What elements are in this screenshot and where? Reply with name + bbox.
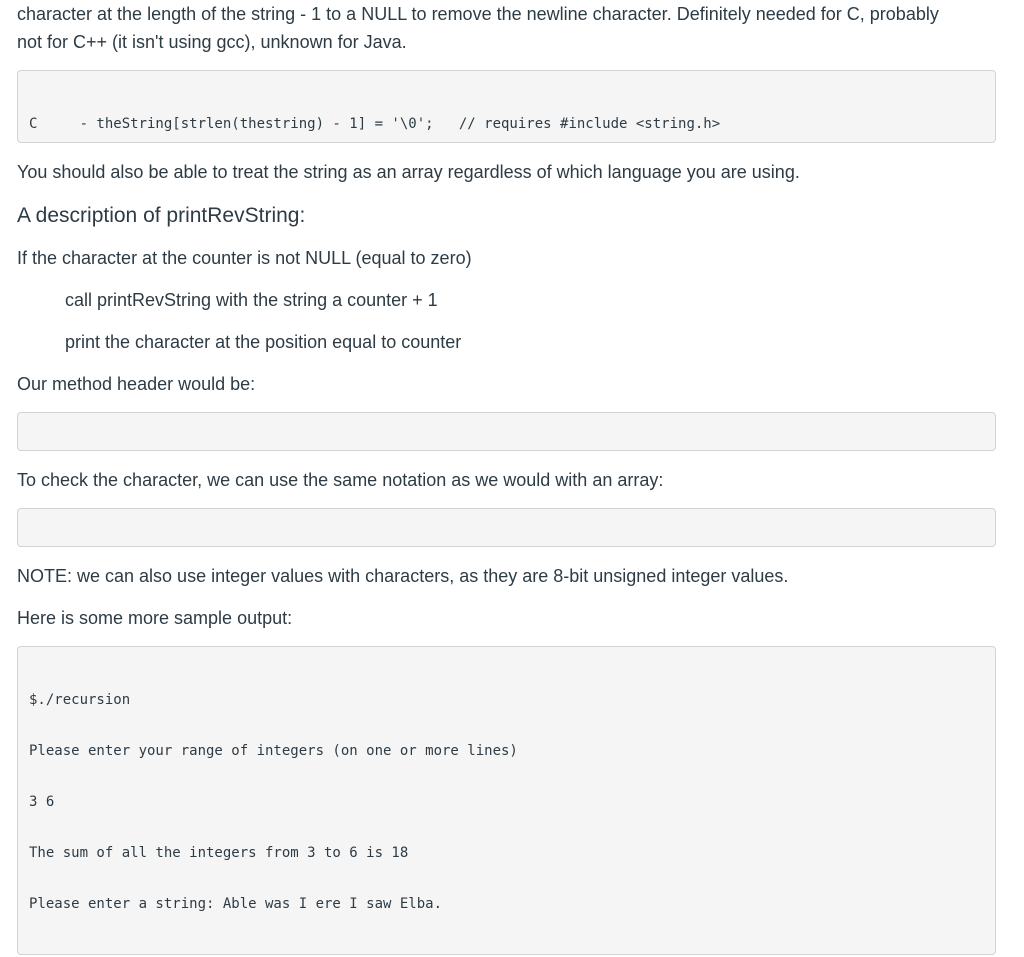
sample-intro-paragraph: Here is some more sample output:	[17, 608, 293, 628]
language-code-block	[17, 70, 996, 143]
algorithm-condition: If the character at the counter is not NULL (equal to zero)	[17, 248, 472, 268]
output-line	[29, 947, 984, 955]
note-paragraph: NOTE: we can also use integer values with characters, as they are 8-bit unsigned integer values.	[17, 566, 789, 586]
header-intro-paragraph: Our method header would be:	[17, 374, 256, 394]
intro-line-1: character at the length of the string - 1 to a NULL to remove the newline character. Definitely needed for C, probably	[17, 4, 939, 24]
output-line: 3 6	[29, 794, 55, 810]
check-code-block	[17, 508, 996, 547]
output-line: The sum of all the integers from 3 to 6 is 18	[29, 845, 409, 861]
algorithm-step-recurse: call printRevString with the string a counter + 1	[65, 290, 438, 310]
check-intro-paragraph: To check the character, we can use the same notation as we would with an array:	[17, 470, 664, 490]
sample-output-block	[17, 646, 996, 955]
code-line-c: C - theString[strlen(thestring) - 1] = '\0'; // requires #include <string.h>	[29, 116, 721, 132]
intro-line-2: not for C++ (it isn't using gcc), unknown for Java.	[17, 32, 407, 52]
algorithm-step-print: print the character at the position equal to counter	[65, 332, 462, 352]
output-line: Please enter your range of integers (on one or more lines)	[29, 743, 518, 759]
output-line: $./recursion	[29, 692, 131, 708]
intro-paragraph	[17, 0, 996, 56]
array-note-paragraph: You should also be able to treat the string as an array regardless of which language you are using.	[17, 162, 800, 182]
output-line: Please enter a string: Able was I ere I saw Elba.	[29, 896, 443, 912]
document-body	[17, 0, 996, 955]
method-header-code-block	[17, 412, 996, 451]
description-heading: A description of printRevString:	[17, 204, 306, 227]
